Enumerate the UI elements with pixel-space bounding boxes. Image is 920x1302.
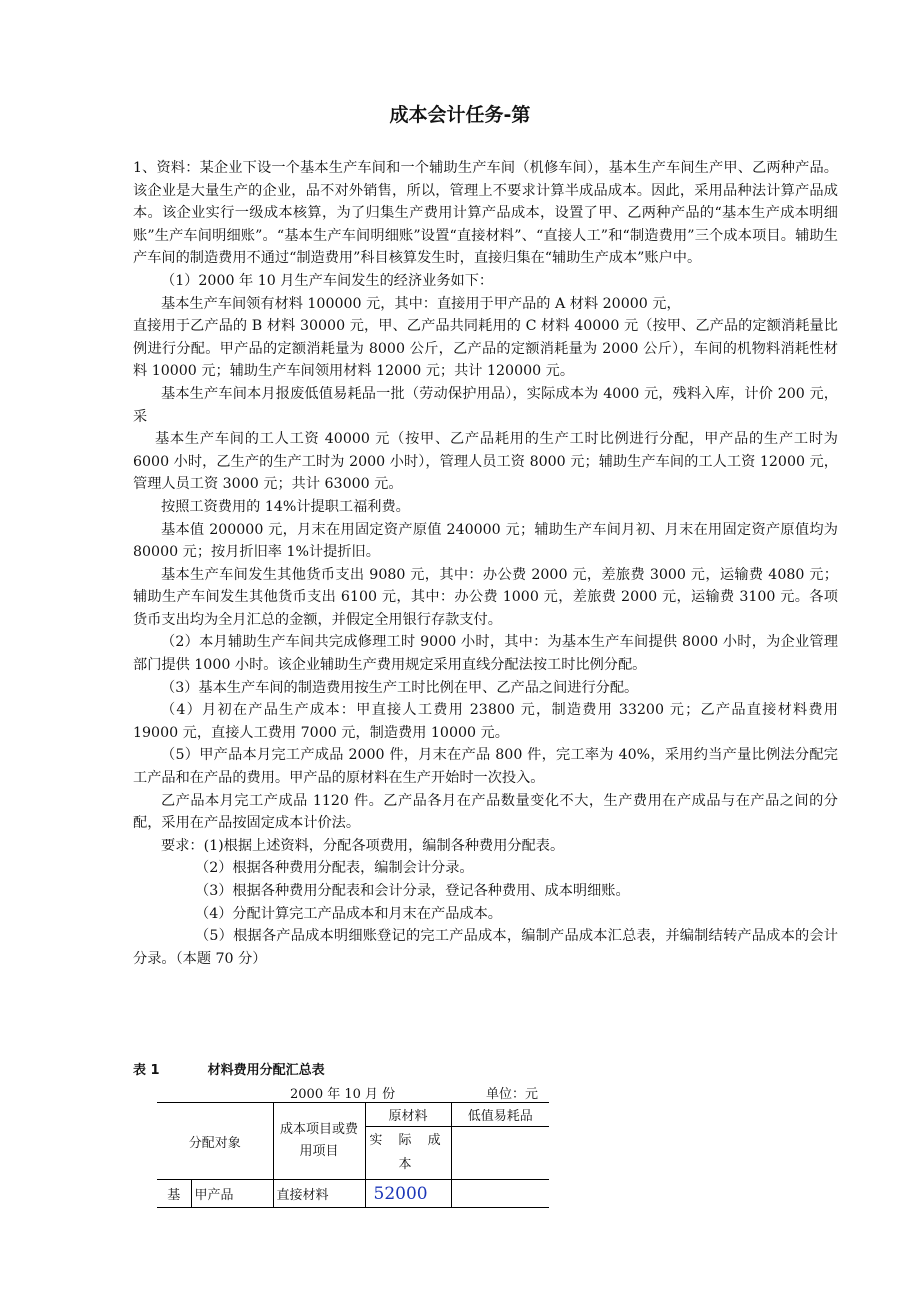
requirement-4: （4）分配计算完工产品成本和月末在产品成本。 xyxy=(195,905,502,922)
table-caption xyxy=(133,1059,325,1078)
row-cost-item: 直接材料 xyxy=(273,1180,365,1208)
requirement-3: （3）根据各种费用分配表和会计分录，登记各种费用、成本明细账。 xyxy=(195,883,630,899)
material-allocation-table xyxy=(157,1102,549,1208)
header-actual-cost: 实 际 成 本 xyxy=(365,1127,451,1180)
header-low-value-blank xyxy=(451,1127,549,1180)
row-low-value xyxy=(451,1180,549,1208)
table-number: 表 1 xyxy=(133,1063,160,1078)
paragraph-requirements: 要求：(1)根据上述资料，分配各项费用，编制各种费用分配表。 xyxy=(161,837,565,854)
paragraph-low-value: 基本生产车间本月报废低值易耗品一批（劳动保护用品），实际成本为 4000 元，残料入库，计价 200 元，采 xyxy=(133,385,838,425)
header-allocation-object: 分配对象 xyxy=(157,1103,273,1180)
paragraph-item-1: （1）2000 年 10 月生产车间发生的经济业务如下： xyxy=(161,272,494,289)
paragraph-material-cont: 直接用于乙产品的 B 材料 30000 元，甲、乙产品共同耗用的 C 材料 40000 元（按甲、乙产品的定额消耗量比例进行分配。甲产品的定额消耗量为 8000 公斤，乙产品的定额消耗量为 2000 公斤），车间的机物料消耗性材料 10000 元；辅助生产车间领用材料 12000 元；共计 120000 元。 xyxy=(133,318,838,380)
requirement-5: （5）根据各产品成本明细账登记的完工产品成本，编制产品成本汇总表，并编制结转产品成本的会计分录。（本题 70 分） xyxy=(133,928,838,967)
header-raw-material: 原材料 xyxy=(365,1103,451,1127)
paragraph-item-2: （2）本月辅助生产车间共完成修理工时 9000 小时，其中：为基本生产车间提供 8000 小时，为企业管理部门提供 1000 小时。该企业辅助生产费用规定采用直线分配法按工时比例分配。 xyxy=(133,634,838,674)
paragraph-welfare: 按照工资费用的 14%计提职工福利费。 xyxy=(161,498,410,515)
paragraph-item-4: （4）月初在产品生产成本：甲直接人工费用 23800 元，制造费用 33200 元；乙产品直接材料费用 19000 元，直接人工费用 7000 元，制造费用 10000 元。 xyxy=(133,702,838,741)
paragraph-wages: 基本生产车间的工人工资 40000 元（按甲、乙产品耗用的生产工时比例进行分配，甲产品的生产工时为 6000 小时，乙生产的生产工时为 2000 小时），管理人员工资 8000 元；辅助生产车间的工人工资 12000 元，管理人员工资 3000 元；共计 63000 元。 xyxy=(133,431,838,493)
paragraph-depreciation: 基本值 200000 元，月末在用固定资产原值 240000 元；辅助生产车间月初、月末在用固定资产原值均为 80000 元；按月折旧率 1%计提折旧。 xyxy=(133,521,838,561)
header-low-value: 低值易耗品 xyxy=(451,1103,549,1127)
paragraph-item-5: （5）甲产品本月完工产成品 2000 件，月末在产品 800 件，完工率为 40%，采用约当产量比例法分配完工产品和在产品的费用。甲产品的原材料在生产开始时一次投入。 xyxy=(133,747,838,787)
paragraph-other-expenses: 基本生产车间发生其他货币支出 9080 元，其中：办公费 2000 元，差旅费 3000 元，运输费 4080 元；辅助生产车间发生其他货币支出 6100 元，其中：办公费 1000 元，差旅费 2000 元，运输费 3100 元。各项货币支出均为全月汇总的金额，并假定全用银行存款支付。 xyxy=(133,566,838,628)
row-raw-material-value: 52000 xyxy=(365,1180,451,1208)
paragraph-material: 基本生产车间领有材料 100000 元，其中：直接用于甲产品的 A 材料 20000 元， xyxy=(161,295,681,312)
paragraph-product-b: 乙产品本月完工产成品 1120 件。乙产品各月在产品数量变化不大，生产费用在产成品与在产品之间的分配，采用在产品按固定成本计价法。 xyxy=(133,792,838,832)
row-group-basic: 基 xyxy=(157,1180,191,1208)
table-date: 2000 年 10 月 份 xyxy=(290,1087,396,1102)
header-cost-item: 成本项目或费用项目 xyxy=(273,1103,365,1180)
document-title: 成本会计任务-第 xyxy=(389,104,531,126)
document-body xyxy=(133,157,838,970)
table-unit: 单位：元 xyxy=(486,1087,539,1102)
requirement-2: （2）根据各种费用分配表，编制会计分录。 xyxy=(195,860,474,877)
paragraph-intro: 1、资料：某企业下设一个基本生产车间和一个辅助生产车间（机修车间），基本生产车间生产甲、乙两种产品。该企业是大量生产的企业，品不对外销售，所以，管理上不要求计算半成品成本。因此，采用品种法计算产品成本。该企业实行一级成本核算，为了归集生产费用计算产品成本，设置了甲、乙两种产品的“基本生产成本明细账”生产车间明细账”。“基本生产车间明细账”设置“直接材料”、“直接人工”和“制造费用”三个成本项目。辅助生产车间的制造费用不通过“制造费用”科目核算发生时，直接归集在“辅助生产成本”账户中。 xyxy=(133,160,838,267)
table-title: 材料费用分配汇总表 xyxy=(207,1063,325,1078)
paragraph-item-3: （3）基本生产车间的制造费用按生产工时比例在甲、乙产品之间进行分配。 xyxy=(161,679,639,696)
row-object: 甲产品 xyxy=(191,1180,273,1208)
